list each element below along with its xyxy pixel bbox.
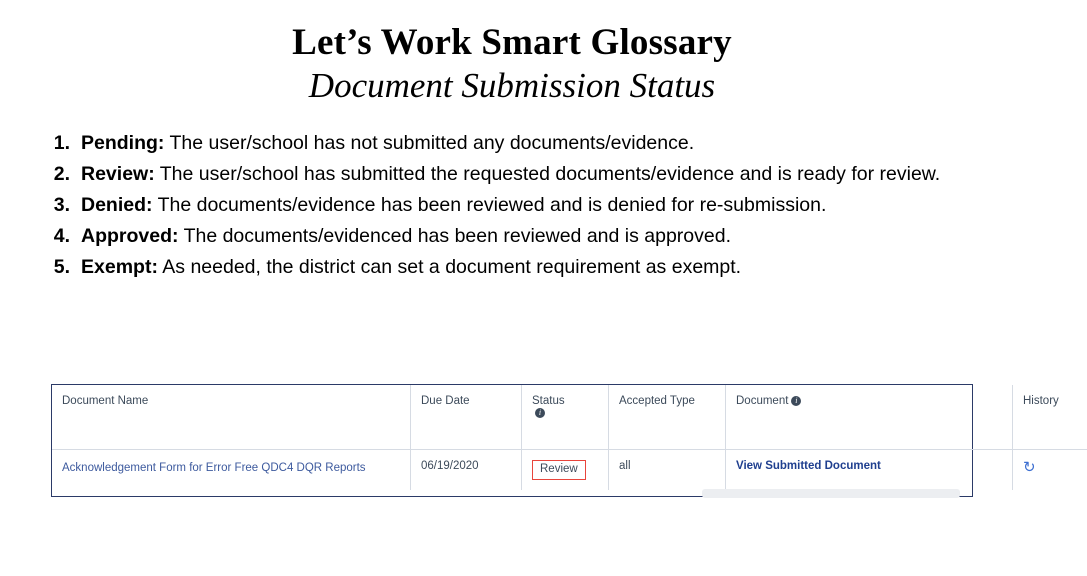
column-header-document-label: Document bbox=[736, 395, 789, 407]
list-item-body bbox=[81, 253, 968, 282]
list-item-body bbox=[81, 129, 968, 158]
status-badge: Review bbox=[532, 460, 586, 480]
list-item-text: The documents/evidence has been reviewed and is denied for re-submission. bbox=[152, 194, 827, 217]
list-item-text: As needed, the district can set a document requirement as exempt. bbox=[157, 255, 742, 278]
definition-list bbox=[0, 129, 1024, 281]
list-item-body bbox=[81, 160, 968, 189]
table-header-row bbox=[52, 385, 1087, 450]
list-item-number: 2. bbox=[53, 163, 70, 186]
title-block bbox=[0, 0, 1024, 107]
document-name-link[interactable]: Acknowledgement Form for Error Free QDC4 DQR Reports bbox=[62, 462, 366, 474]
list-item-number: 4. bbox=[53, 225, 70, 248]
history-revert-icon[interactable]: ↻ bbox=[1023, 459, 1036, 476]
cell-document bbox=[726, 450, 1013, 490]
cell-status bbox=[522, 450, 609, 490]
table-body bbox=[52, 450, 1087, 490]
list-item-number: 5. bbox=[53, 255, 70, 278]
table-header bbox=[52, 385, 1087, 450]
list-item-number: 3. bbox=[53, 194, 70, 217]
list-item-term: Exempt: bbox=[81, 255, 158, 278]
table-row bbox=[52, 450, 1087, 490]
list-item-text: The user/school has submitted the requested documents/evidence and is ready for review. bbox=[154, 163, 941, 186]
list-item-text: The documents/evidenced has been reviewed and is approved. bbox=[178, 225, 732, 248]
view-submitted-document-link[interactable]: View Submitted Document bbox=[736, 460, 881, 472]
cell-history bbox=[1013, 450, 1087, 490]
horizontal-scrollbar[interactable] bbox=[702, 489, 960, 498]
column-header-document[interactable] bbox=[726, 385, 1013, 450]
list-item bbox=[40, 191, 968, 220]
column-header-due-date[interactable]: Due Date bbox=[411, 385, 522, 450]
list-item-term: Approved: bbox=[81, 225, 179, 248]
list-item bbox=[40, 222, 968, 251]
list-item-body bbox=[81, 222, 968, 251]
cell-accepted-type: all bbox=[609, 450, 726, 490]
list-item-term: Denied: bbox=[81, 194, 153, 217]
list-item-body bbox=[81, 191, 968, 220]
page-title: Let’s Work Smart Glossary bbox=[292, 22, 732, 63]
list-item bbox=[40, 129, 968, 158]
column-header-accepted-type[interactable]: Accepted Type bbox=[609, 385, 726, 450]
list-item-term: Review: bbox=[81, 163, 155, 186]
info-icon[interactable]: i bbox=[791, 396, 801, 406]
list-item bbox=[40, 253, 968, 282]
cell-document-name bbox=[52, 450, 411, 490]
list-item bbox=[40, 160, 968, 189]
column-header-status-label: Status bbox=[532, 395, 565, 407]
column-header-history[interactable]: History bbox=[1013, 385, 1087, 450]
list-item-number: 1. bbox=[53, 132, 70, 155]
column-header-status[interactable] bbox=[522, 385, 609, 450]
column-header-document-name[interactable]: Document Name bbox=[52, 385, 411, 450]
document-table bbox=[52, 385, 1087, 490]
info-icon[interactable]: i bbox=[535, 408, 545, 418]
list-item-term: Pending: bbox=[81, 132, 165, 155]
list-item-text: The user/school has not submitted any documents/evidence. bbox=[164, 132, 695, 155]
page-subtitle: Document Submission Status bbox=[308, 66, 716, 106]
cell-due-date: 06/19/2020 bbox=[411, 450, 522, 490]
document-table-screenshot bbox=[51, 384, 1059, 497]
